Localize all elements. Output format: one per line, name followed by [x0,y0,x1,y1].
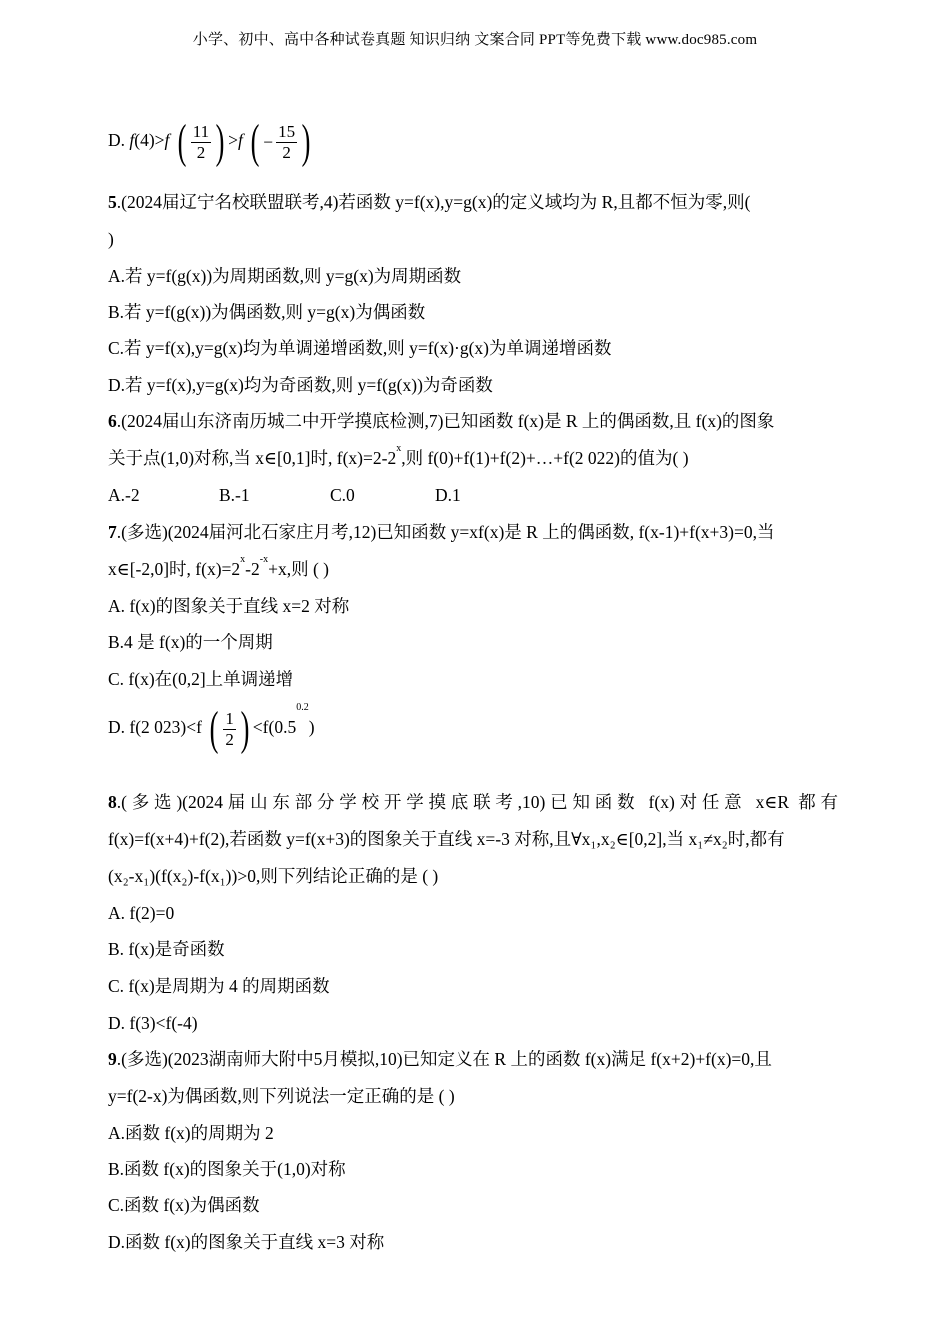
q8-stem-line2: f(x)=f(x+4)+f(2),若函数 y=f(x+3)的图象关于直线 x=-3 对称,且∀x₁,x₂∈[0,2],当 x₁≠x₂时,都有 [108,829,785,849]
q4-d-d2: 2 [282,142,291,162]
q7-d-d: 2 [225,729,234,749]
q6-stem-text2a: 关于点(1,0)对称,当 x∈[0,1]时, f(x)=2-2 [108,448,397,468]
q7-option-d [108,702,315,755]
q6-stem-line2 [108,443,689,470]
q6-number: 6 [108,411,117,431]
q9-stem-line2: y=f(2-x)为偶函数,则下列说法一定正确的是 ( ) [108,1086,455,1106]
q6-stem-line1 [108,409,774,433]
q9-option-a: A.函数 f(x)的周期为 2 [108,1123,274,1143]
q8-option-c: C. f(x)是周期为 4 的周期函数 [108,976,330,996]
q4-d-a: (4)> [134,130,165,151]
q5-stem-text1: .(2024届辽宁名校联盟联考,4)若函数 y=f(x),y=g(x)的定义域均为 R,且都不恒为零,则( [116,192,751,212]
q7-sup1: x [240,554,246,565]
q7-stem-text1: .(多选)(2024届河北石家庄月考,12)已知函数 y=xf(x)是 R 上的偶函数, f(x-1)+f(x+3)=0,当 [116,522,775,542]
q9-option-d: D.函数 f(x)的图象关于直线 x=3 对称 [108,1232,385,1252]
q8-option-a: A. f(2)=0 [108,903,175,923]
q5-stem-line1 [108,190,750,214]
q6-option-d: D.1 [435,485,461,505]
q9-option-c: C.函数 f(x)为偶函数 [108,1195,260,1215]
q5-option-a: A.若 y=f(g(x))为周期函数,则 y=g(x)为周期函数 [108,266,462,286]
page-header: 小学、初中、高中各种试卷真题 知识归纳 文案合同 PPT等免费下载 www.doc985.com [192,32,758,48]
q5-option-b: B.若 y=f(g(x))为偶函数,则 y=g(x)为偶函数 [108,302,426,322]
q8-number: 8 [108,792,117,812]
q5-stem-line2: ) [108,229,114,249]
q5-option-c: C.若 y=f(x),y=g(x)均为单调递增函数,则 y=f(x)·g(x)为单调递增函数 [108,338,612,358]
q7-option-a: A. f(x)的图象关于直线 x=2 对称 [108,596,350,616]
q4-d-label: D. [108,130,130,151]
q7-d-frac: ( $\frac{1}{2}$ ) [209,702,250,755]
q9-stem-text1: .(多选)(2023湖南师大附中5月模拟,10)已知定义在 R 上的函数 f(x)满足 f(x+2)+f(x)=0,且 [116,1049,772,1069]
q7-stem-line1 [108,520,775,544]
q6-sup: x [396,443,402,454]
q4-d-n2: 15 [278,121,296,141]
q9-stem-line1 [108,1047,772,1071]
q7-d-tail: <f(0.5 [252,717,297,738]
q7-d-n: 1 [225,708,234,728]
q9-number: 9 [108,1049,117,1069]
q6-option-c: C.0 [330,485,355,505]
q7-option-c: C. f(x)在(0,2]上单调递增 [108,669,294,689]
q7-sup2: -x [259,554,269,565]
q8-stem-line1 [108,790,838,814]
q4-d-frac1: ( $\frac{11}{2}$ ) [177,115,225,168]
q7-stem-text2a: x∈[-2,0]时, f(x)=2 [108,559,241,579]
q8-stem-text1: .(多选)(2024届山东部分学校开学摸底联考,10)已知函数 f(x)对任意 x∈R 都有 [116,792,838,812]
q7-d-end: ) [308,717,315,738]
q4-d-d1: 2 [196,142,206,162]
q7-d-sup: 0.2 [296,702,309,713]
q4-d-gt: > [228,130,239,151]
q6-stem-text2b: ,则 f(0)+f(1)+f(2)+…+f(2 022)的值为( ) [401,448,689,468]
q6-option-b: B.-1 [219,485,250,505]
q8-stem-line3: (x₂-x₁)(f(x₂)-f(x₁))>0,则下列结论正确的是 ( ) [108,866,439,886]
q5-number: 5 [108,192,117,212]
q9-option-b: B.函数 f(x)的图象关于(1,0)对称 [108,1159,346,1179]
q8-option-d: D. f(3)<f(-4) [108,1013,198,1033]
q4-d-frac2: ( − $\frac{15}{2}$ ) [250,115,311,168]
q7-stem-text2b: -2 [245,559,260,579]
q4-option-d: D. f(4)>f ( $\frac{11}{2}$ ) >f ( − $\frac{15}{2}$ ) [108,118,314,166]
q4-d-n1: 11 [192,121,210,141]
q6-stem-text1: .(2024届山东济南历城二中开学摸底检测,7)已知函数 f(x)是 R 上的偶函数,且 f(x)的图象 [116,411,775,431]
q7-d-label: D. f(2 023)<f [108,717,202,738]
q5-option-d: D.若 y=f(x),y=g(x)均为奇函数,则 y=f(g(x))为奇函数 [108,375,493,395]
q7-number: 7 [108,522,117,542]
q6-option-a: A.-2 [108,485,140,505]
q7-option-b: B.4 是 f(x)的一个周期 [108,632,273,652]
q7-stem-line2 [108,554,329,581]
q8-option-b: B. f(x)是奇函数 [108,939,225,959]
q4-d-minus: − [263,132,274,152]
q7-stem-text2c: +x,则 ( ) [268,559,329,579]
